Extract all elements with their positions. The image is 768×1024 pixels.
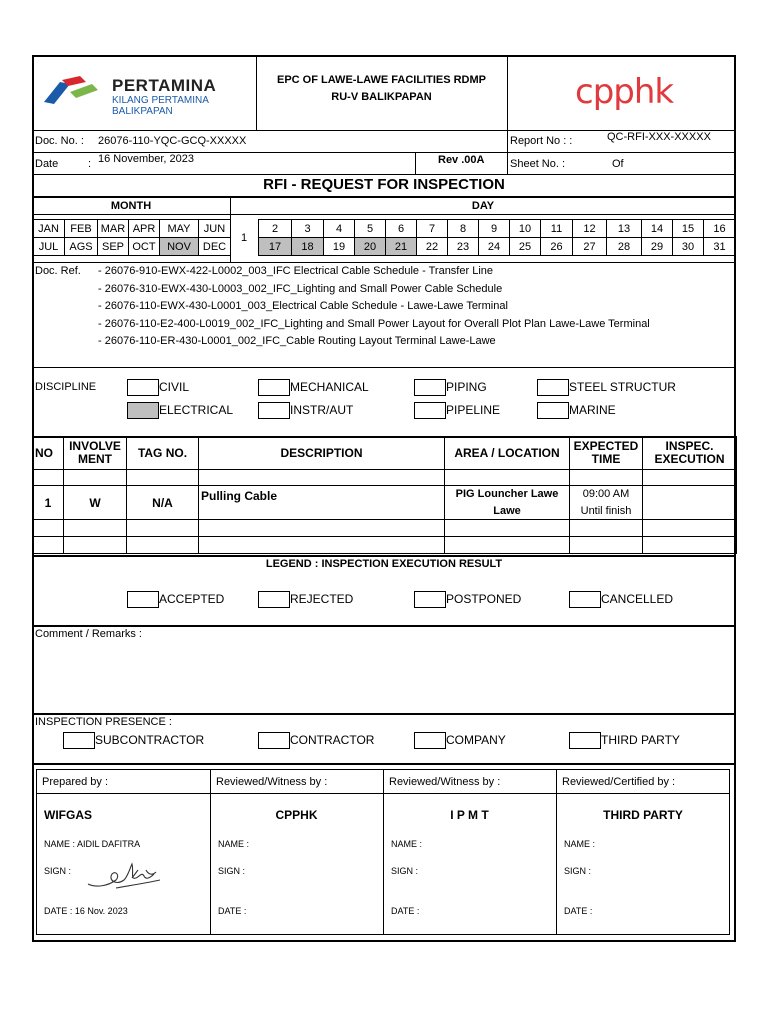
day-cell-4: 4: [324, 220, 355, 238]
month-grid: [32, 219, 231, 256]
month-cell-oct: OCT: [129, 238, 160, 256]
signature-scribble: [86, 858, 166, 894]
month-cell-jun: JUN: [199, 220, 231, 238]
cancelled-label: CANCELLED: [601, 592, 674, 606]
piping-checkbox[interactable]: [414, 379, 446, 396]
contractor-checkbox[interactable]: [258, 732, 290, 749]
rejected-label: REJECTED: [290, 592, 354, 606]
accepted-checkbox[interactable]: [127, 591, 159, 608]
month-cell-sep: SEP: [98, 238, 129, 256]
day-cell-7: 7: [417, 220, 448, 238]
postponed-label: POSTPONED: [446, 592, 522, 606]
month-cell-dec: DEC: [199, 238, 231, 256]
project-line1: EPC OF LAWE-LAWE FACILITIES RDMP: [277, 74, 486, 86]
mechanical-checkbox[interactable]: [258, 379, 290, 396]
signer-role: Reviewed/Certified by :: [562, 776, 676, 788]
month-cell-jan: JAN: [33, 220, 65, 238]
discipline-label: DISCIPLINE: [35, 381, 97, 393]
month-cell-mar: MAR: [98, 220, 129, 238]
contractor-label: CONTRACTOR: [290, 733, 375, 747]
doc-ref-item: - 26076-310-EWX-430-L0003_002_IFC_Lighting and Small Power Cable Schedule: [98, 282, 503, 295]
day-cell-16: 16: [704, 220, 736, 238]
date-colon: :: [88, 158, 92, 170]
row-tag: N/A: [127, 486, 199, 520]
rev-value: Rev .00A: [438, 154, 485, 166]
postponed-checkbox[interactable]: [414, 591, 446, 608]
day-cell-31: 31: [704, 238, 736, 256]
day-cell-9: 9: [479, 220, 510, 238]
doc-ref-item: - 26076-110-E2-400-L0019_002_IFC_Lighting and Small Power Layout for Overall Plot Plan Lawe-Lawe Terminal: [98, 317, 650, 330]
day-cell-30: 30: [673, 238, 704, 256]
third-party-checkbox[interactable]: [569, 732, 601, 749]
instr-aut-checkbox[interactable]: [258, 402, 290, 419]
signer-date-field: DATE :: [391, 906, 420, 916]
signer-sign-field: SIGN :: [391, 866, 419, 876]
doc-ref-list: [98, 265, 728, 353]
signer-date-field: DATE :: [564, 906, 593, 916]
report-no-label: Report No : :: [510, 135, 573, 147]
inspection-items-table: [32, 436, 737, 554]
third-party-label: THIRD PARTY: [601, 733, 680, 747]
col-tag-header: TAG NO.: [127, 437, 199, 470]
day-cell-24: 24: [479, 238, 510, 256]
day-cell-15: 15: [673, 220, 704, 238]
day-grid: [258, 219, 736, 256]
row-expected-time: 09:00 AM Until finish: [570, 486, 643, 520]
col-expected-header: EXPECTED TIME: [570, 437, 643, 470]
legend-title: LEGEND : INSPECTION EXECUTION RESULT: [265, 558, 503, 570]
pertamina-logo: [40, 66, 240, 121]
month-cell-nov: NOV: [160, 238, 199, 256]
month-header: MONTH: [110, 200, 152, 212]
presence-label: INSPECTION PRESENCE :: [35, 716, 172, 728]
mechanical-label: MECHANICAL: [290, 380, 369, 394]
project-line2: RU-V BALIKPAPAN: [331, 91, 432, 103]
day-cell-28: 28: [607, 238, 642, 256]
day-cell-2: 2: [259, 220, 292, 238]
doc-ref-label: Doc. Ref.: [35, 265, 81, 277]
electrical-checkbox[interactable]: [127, 402, 159, 419]
doc-ref-item: - 26076-910-EWX-422-L0002_003_IFC Electrical Cable Schedule - Transfer Line: [98, 265, 493, 277]
day-cell-23: 23: [448, 238, 479, 256]
piping-label: PIPING: [446, 380, 487, 394]
signer-role: Reviewed/Witness by :: [216, 776, 328, 788]
signer-date-field: DATE : 16 Nov. 2023: [44, 906, 128, 916]
report-no-value: QC-RFI-XXX-XXXXX: [607, 131, 711, 143]
month-cell-feb: FEB: [65, 220, 98, 238]
doc-ref-item: - 26076-110-ER-430-L0001_002_IFC_Cable Routing Layout Terminal Lawe-Lawe: [98, 335, 496, 347]
month-cell-may: MAY: [160, 220, 199, 238]
day-cell-22: 22: [417, 238, 448, 256]
signer-name-field: NAME :: [218, 839, 250, 849]
form-title: RFI - REQUEST FOR INSPECTION: [263, 176, 505, 193]
row-description: Pulling Cable: [199, 486, 445, 520]
electrical-label: ELECTRICAL: [159, 403, 234, 417]
pipeline-label: PIPELINE: [446, 403, 501, 417]
row-execution: [643, 486, 737, 520]
day-cell-26: 26: [541, 238, 573, 256]
col-involve-header: INVOLVE MENT: [64, 437, 127, 470]
company-checkbox[interactable]: [414, 732, 446, 749]
day-cell-3: 3: [292, 220, 324, 238]
col-area-header: AREA / LOCATION: [445, 437, 570, 470]
month-cell-jul: JUL: [33, 238, 65, 256]
day-cell-11: 11: [541, 220, 573, 238]
day-cell-19: 19: [324, 238, 355, 256]
comment-label: Comment / Remarks :: [35, 628, 142, 640]
doc-no-value: 26076-110-YQC-GCQ-XXXXX: [98, 135, 247, 147]
subcontractor-label: SUBCONTRACTOR: [95, 733, 205, 747]
row-involvement: W: [64, 486, 127, 520]
signer-name-field: NAME :: [391, 839, 423, 849]
marine-checkbox[interactable]: [537, 402, 569, 419]
day-cell-18: 18: [292, 238, 324, 256]
row-area: PIG Louncher Lawe Lawe: [445, 486, 570, 520]
signer-role: Prepared by :: [42, 776, 109, 788]
cancelled-checkbox[interactable]: [569, 591, 601, 608]
signer-name-field: NAME :: [564, 839, 596, 849]
day-cell-14: 14: [642, 220, 673, 238]
steel-structur-checkbox[interactable]: [537, 379, 569, 396]
day-cell-13: 13: [607, 220, 642, 238]
company-name: PERTAMINA: [112, 76, 217, 95]
civil-checkbox[interactable]: [127, 379, 159, 396]
marine-label: MARINE: [569, 403, 616, 417]
day-cell-5: 5: [355, 220, 386, 238]
cpphk-logo: cpphk: [575, 72, 674, 112]
day-1: 1: [240, 232, 248, 244]
signer-date-field: DATE :: [218, 906, 247, 916]
col-inspec-header: INSPEC. EXECUTION: [643, 437, 737, 470]
signer-sign-field: SIGN :: [44, 866, 72, 876]
subcontractor-checkbox[interactable]: [63, 732, 95, 749]
signer-name-field: NAME : AIDIL DAFITRA: [44, 839, 141, 849]
instr-aut-label: INSTR/AUT: [290, 403, 354, 417]
month-cell-ags: AGS: [65, 238, 98, 256]
date-value: 16 November, 2023: [98, 153, 195, 165]
doc-no-label: Doc. No. :: [35, 135, 84, 147]
day-cell-27: 27: [573, 238, 607, 256]
signer-role: Reviewed/Witness by :: [389, 776, 501, 788]
col-no-header: NO: [33, 437, 64, 470]
day-cell-10: 10: [510, 220, 541, 238]
doc-ref-item: - 26076-110-EWX-430-L0001_003_Electrical Cable Schedule - Lawe-Lawe Terminal: [98, 300, 508, 312]
date-label: Date: [35, 158, 59, 170]
day-header: DAY: [471, 200, 495, 212]
sheet-of: Of: [612, 158, 624, 170]
pertamina-logo-mark-icon: [40, 70, 108, 110]
signer-party: THIRD PARTY: [603, 808, 683, 822]
row-no: 1: [33, 486, 64, 520]
signer-sign-field: SIGN :: [218, 866, 246, 876]
company-sub2: BALIKPAPAN: [112, 106, 173, 117]
day-cell-21: 21: [386, 238, 417, 256]
civil-label: CIVIL: [159, 380, 190, 394]
col-description-header: DESCRIPTION: [199, 437, 445, 470]
accepted-label: ACCEPTED: [159, 592, 225, 606]
day-cell-6: 6: [386, 220, 417, 238]
signer-party: I P M T: [450, 808, 489, 822]
items-header-row: [33, 437, 737, 470]
day-cell-12: 12: [573, 220, 607, 238]
rejected-checkbox[interactable]: [258, 591, 290, 608]
sheet-label: Sheet No. :: [510, 158, 566, 170]
month-cell-apr: APR: [129, 220, 160, 238]
day-cell-25: 25: [510, 238, 541, 256]
day-cell-8: 8: [448, 220, 479, 238]
table-row: [33, 486, 737, 520]
pipeline-checkbox[interactable]: [414, 402, 446, 419]
day-cell-29: 29: [642, 238, 673, 256]
signer-party: WIFGAS: [44, 808, 92, 822]
company-sub1: KILANG PERTAMINA: [112, 95, 209, 106]
day-cell-20: 20: [355, 238, 386, 256]
steel-structur-label: STEEL STRUCTUR: [569, 380, 676, 394]
day-cell-17: 17: [259, 238, 292, 256]
signer-party: CPPHK: [275, 808, 318, 822]
company-label: COMPANY: [446, 733, 506, 747]
signer-sign-field: SIGN :: [564, 866, 592, 876]
